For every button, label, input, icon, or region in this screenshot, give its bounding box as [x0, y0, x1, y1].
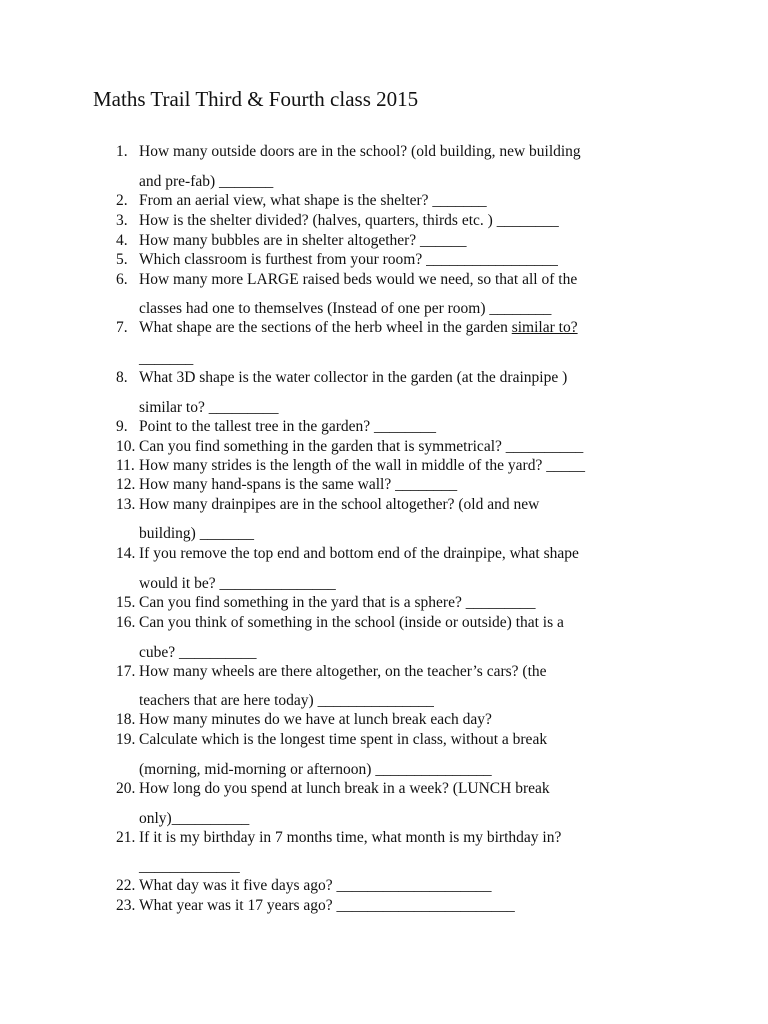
question-line: What shape are the sections of the herb wheel in the garden [139, 319, 512, 336]
question-line: What year was it 17 years ago? _______________________ [139, 897, 515, 914]
question-text [139, 192, 487, 210]
question-line: Point to the tallest tree in the garden? ________ [139, 418, 437, 435]
question-number: 20. [116, 780, 136, 797]
question-number: 22. [116, 877, 136, 894]
question-number: 18. [116, 711, 136, 728]
question-number: 10. [116, 438, 136, 455]
question-line: Can you think of something in the school (inside or outside) that is a [139, 614, 564, 631]
question-text [139, 212, 559, 230]
question-number: 21. [116, 829, 136, 846]
question-line: How many strides is the length of the wall in middle of the yard? _____ [139, 457, 585, 474]
question-text [139, 143, 581, 161]
question-text [139, 692, 434, 710]
question-text [139, 731, 547, 749]
question-text [139, 644, 257, 662]
question-line: _______ [139, 350, 194, 367]
question-number: 4. [116, 232, 128, 249]
question-number: 2. [116, 192, 128, 209]
question-text [139, 545, 579, 563]
question-line: and pre-fab) _______ [139, 173, 274, 190]
question-text [139, 897, 515, 915]
question-line: How many wheels are there altogether, on the teacher’s cars? (the [139, 663, 547, 680]
question-text [139, 761, 492, 779]
question-text [139, 663, 547, 681]
question-line: _____________ [139, 858, 240, 875]
question-text [139, 877, 492, 895]
question-number: 19. [116, 731, 136, 748]
question-line: How long do you spend at lunch break in a week? (LUNCH break [139, 780, 550, 797]
question-number: 1. [116, 143, 128, 160]
question-text [139, 438, 583, 456]
question-number: 13. [116, 496, 136, 513]
question-text [139, 457, 585, 475]
question-text [139, 525, 254, 543]
question-text [139, 418, 436, 436]
question-line: How many drainpipes are in the school altogether? (old and new [139, 496, 540, 513]
question-line: How many outside doors are in the school? (old building, new building [139, 143, 581, 160]
question-line: classes had one to themselves (Instead of one per room) ________ [139, 300, 552, 317]
question-text [139, 319, 578, 337]
question-line: only)__________ [139, 810, 250, 827]
question-text [139, 232, 467, 250]
question-text [139, 173, 273, 191]
question-text [139, 300, 551, 318]
question-text [139, 251, 558, 269]
question-text [139, 810, 249, 828]
question-line: cube? __________ [139, 644, 257, 661]
question-text [139, 614, 564, 632]
question-line: Calculate which is the longest time spent in class, without a break [139, 731, 548, 748]
question-number: 8. [116, 369, 128, 386]
question-number: 17. [116, 663, 136, 680]
question-line: (morning, mid-morning or afternoon) _______________ [139, 761, 492, 778]
question-text [139, 399, 279, 417]
question-text [139, 271, 577, 289]
question-number: 16. [116, 614, 136, 631]
question-line: What 3D shape is the water collector in the garden (at the drainpipe ) [139, 369, 568, 386]
page-title: Maths Trail Third & Fourth class 2015 [93, 87, 419, 111]
question-number: 9. [116, 418, 128, 435]
question-text [139, 575, 336, 593]
question-line: similar to? _________ [139, 399, 279, 416]
question-number: 15. [116, 594, 136, 611]
question-text [139, 476, 457, 494]
question-line: What day was it five days ago? ____________________ [139, 877, 492, 894]
question-number: 6. [116, 271, 128, 288]
question-line: building) _______ [139, 525, 254, 542]
question-line: teachers that are here today) _______________ [139, 692, 434, 709]
question-text [139, 496, 539, 514]
question-text [139, 780, 550, 798]
question-line: How many minutes do we have at lunch break each day? [139, 711, 492, 728]
underlined-phrase: similar to? [511, 319, 578, 336]
question-text [139, 350, 193, 368]
question-text [139, 829, 561, 847]
question-number: 11. [116, 457, 135, 474]
question-number: 14. [116, 545, 136, 562]
question-line: How is the shelter divided? (halves, quarters, thirds etc. ) ________ [139, 212, 559, 229]
question-line: Which classroom is furthest from your room? _________________ [139, 251, 558, 268]
question-line: would it be? _______________ [139, 575, 336, 592]
question-line: If you remove the top end and bottom end of the drainpipe, what shape [139, 545, 579, 562]
question-line: How many bubbles are in shelter altogether? ______ [139, 232, 467, 249]
question-line: If it is my birthday in 7 months time, what month is my birthday in? [139, 829, 562, 846]
question-text [139, 711, 492, 729]
question-line: From an aerial view, what shape is the shelter? _______ [139, 192, 487, 209]
question-text [139, 858, 240, 876]
question-line: How many more LARGE raised beds would we need, so that all of the [139, 271, 578, 288]
question-number: 12. [116, 476, 136, 493]
question-number: 23. [116, 897, 136, 914]
question-text [139, 369, 567, 387]
question-line: Can you find something in the garden that is symmetrical? __________ [139, 438, 584, 455]
question-number: 3. [116, 212, 128, 229]
question-number: 7. [116, 319, 128, 336]
question-line: Can you find something in the yard that is a sphere? _________ [139, 594, 536, 611]
question-line: How many hand-spans is the same wall? ________ [139, 476, 458, 493]
question-number: 5. [116, 251, 128, 268]
question-text [139, 594, 535, 612]
